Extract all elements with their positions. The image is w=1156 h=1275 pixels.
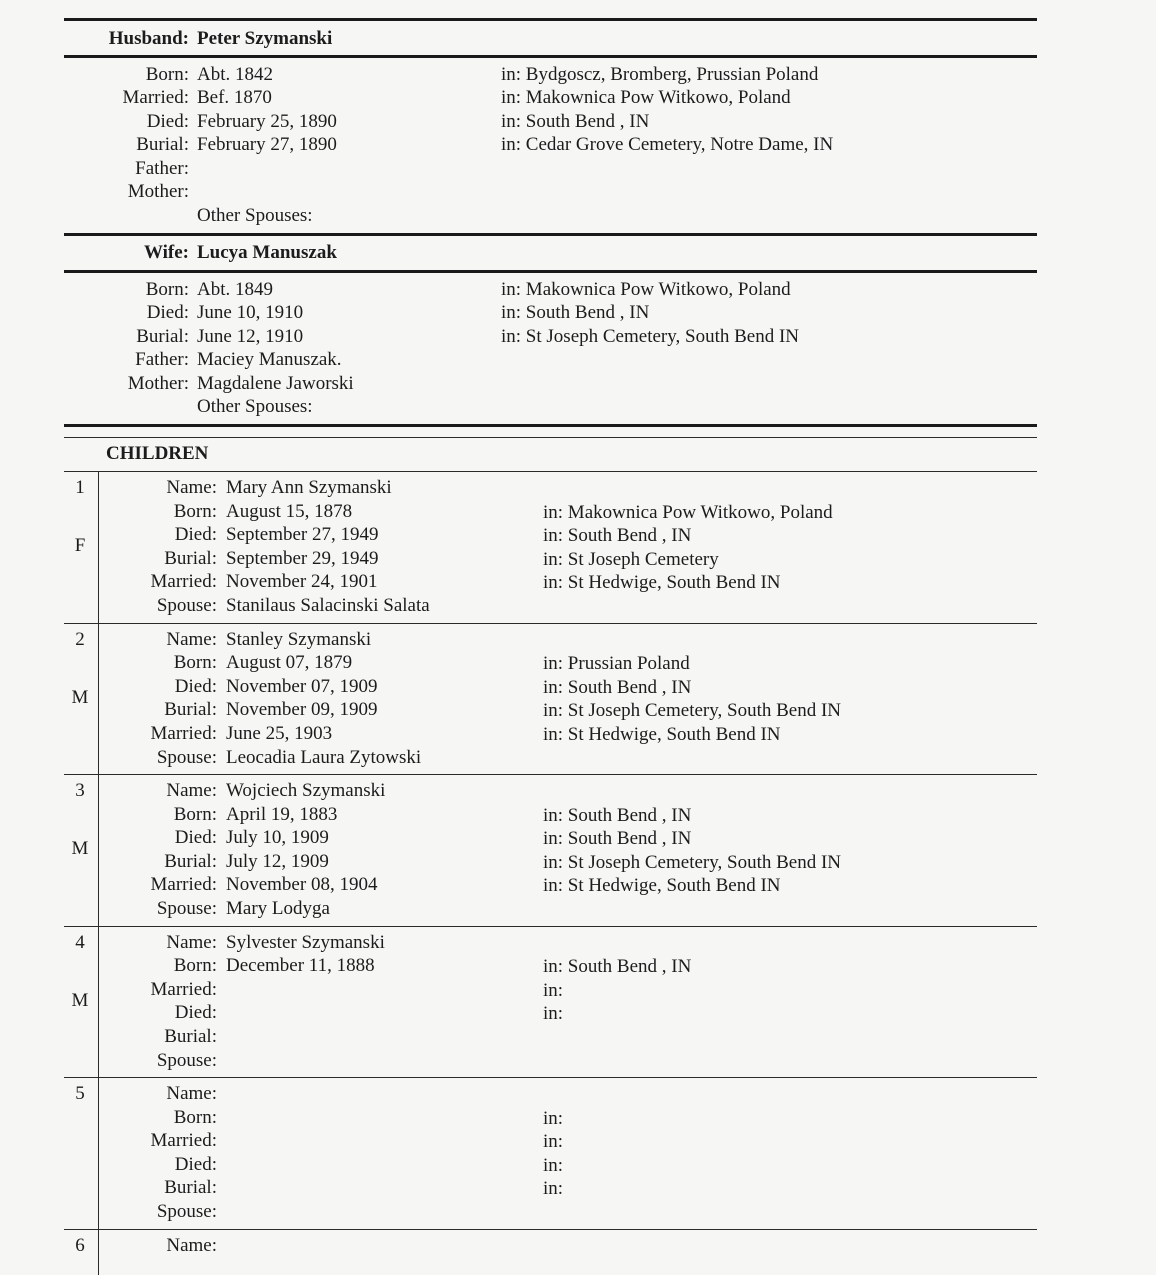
child-separator [64,774,1037,775]
child-separator [64,471,1037,472]
child-row-place: in: [543,1178,564,1200]
husband-row-place: in: Makownica Pow Witkowo, Poland [501,87,791,109]
child-row-label: Name: [166,477,217,498]
child-row-value: Mary Ann Szymanski [226,477,392,498]
child-row-label: Died: [174,1002,217,1024]
child-row-label: Died: [174,1153,217,1175]
wife-row-label: Mother: [127,372,189,394]
child-row-value: November 09, 1909 [226,699,378,721]
child-row-label: Born: [173,1106,217,1128]
wife-row-label: Died: [146,302,189,324]
husband-heading: Husband: [108,28,189,49]
husband-row-value: Bef. 1870 [197,87,272,109]
wife-row-value: Maciey Manuszak. [197,349,342,371]
child-row-place: in: Prussian Poland [543,653,690,675]
wife-row-value: June 10, 1910 [197,302,304,324]
husband-row-label: Married: [122,87,189,109]
top-rule [64,18,1037,21]
wife-row-label: Born: [145,279,189,300]
child-row-value: Sylvester Szymanski [226,931,385,953]
child-row-value: Stanley Szymanski [226,628,372,650]
wife-other-spouses: Other Spouses: [197,396,313,417]
child-column-divider [98,623,99,775]
child-row-place: in: [543,1003,564,1025]
child-row-value: August 07, 1879 [226,652,353,674]
child-row-value: Stanilaus Salacinski Salata [226,595,430,616]
child-row-place: in: South Bend , IN [543,676,692,698]
wife-heading: Wife: [143,242,189,263]
child-column-divider [98,774,99,926]
child-row-place: in: South Bend , IN [543,525,692,547]
child-separator [64,1229,1037,1230]
child-row-value: November 08, 1904 [226,874,378,896]
child-row-value: November 07, 1909 [226,675,378,697]
child-sex: M [71,686,89,708]
child-separator [64,1077,1037,1078]
child-row-place: in: [543,1131,564,1153]
child-number: 5 [75,1083,85,1104]
child-row-place: in: Makownica Pow Witkowo, Poland [543,501,833,523]
husband-row-place: in: Bydgoscz, Bromberg, Prussian Poland [501,64,819,85]
child-number: 1 [75,477,85,498]
child-row-label: Married: [150,978,217,1000]
child-row-value: November 24, 1901 [226,571,378,593]
child-row-value: September 27, 1949 [226,524,379,546]
wife-row-value: June 12, 1910 [197,325,304,347]
child-row-value: April 19, 1883 [226,803,338,825]
husband-row-label: Burial: [136,134,189,156]
child-row-label: Name: [166,931,217,953]
children-top-rule-2 [64,437,1037,438]
husband-other-spouses: Other Spouses: [197,205,313,226]
wife-name: Lucya Manuszak [197,242,337,263]
child-row-label: Name: [166,1234,217,1256]
child-row-label: Married: [150,1130,217,1152]
child-row-value: Leocadia Laura Zytowski [226,746,422,768]
husband-row-value: February 25, 1890 [197,110,337,132]
child-row-value: September 29, 1949 [226,547,379,569]
child-row-place: in: South Bend , IN [543,956,692,978]
child-row-place: in: St Joseph Cemetery [543,548,719,570]
child-column-divider [98,1229,99,1275]
child-row-place: in: St Hedwige, South Bend IN [543,875,781,897]
child-row-place: in: St Hedwige, South Bend IN [543,723,781,745]
child-row-label: Name: [166,628,217,650]
husband-row-label: Father: [135,157,189,179]
child-row-place: in: South Bend , IN [543,828,692,850]
wife-row-value: Abt. 1849 [197,279,273,300]
child-row-label: Spouse: [156,595,217,616]
child-separator [64,926,1037,927]
child-row-place: in: [543,1107,564,1129]
child-row-place: in: South Bend , IN [543,804,692,826]
child-row-label: Married: [150,722,217,744]
child-row-label: Spouse: [156,1049,217,1071]
children-top-rule [64,424,1037,427]
child-row-label: Burial: [164,547,217,569]
child-row-label: Burial: [164,699,217,721]
wife-row-place: in: South Bend , IN [501,302,650,324]
child-row-label: Burial: [164,1177,217,1199]
child-row-label: Burial: [164,1025,217,1047]
husband-row-label: Died: [146,110,189,132]
child-row-label: Spouse: [156,898,217,919]
husband-row-value: Abt. 1842 [197,64,273,85]
child-row-label: Married: [150,874,217,896]
wife-row-place: in: Makownica Pow Witkowo, Poland [501,279,791,300]
wife-row-label: Father: [135,349,189,371]
husband-name: Peter Szymanski [197,28,333,49]
child-row-label: Died: [174,675,217,697]
child-number: 4 [75,931,85,953]
child-row-label: Born: [173,803,217,825]
husband-row-label: Mother: [127,181,189,202]
child-row-label: Burial: [164,850,217,872]
child-row-place: in: St Hedwige, South Bend IN [543,572,781,594]
child-row-label: Spouse: [156,1201,217,1222]
child-row-place: in: [543,1154,564,1176]
wife-top-rule [64,233,1037,236]
child-column-divider [98,1077,99,1229]
child-separator [64,623,1037,624]
child-column-divider [98,926,99,1078]
child-sex: M [71,838,89,859]
wife-row-value: Magdalene Jaworski [197,372,354,394]
child-row-value: July 12, 1909 [226,850,329,872]
child-row-value: August 15, 1878 [226,500,353,522]
husband-row-label: Born: [145,64,189,85]
child-number: 6 [75,1234,85,1256]
child-sex: F [74,535,86,556]
husband-row-value: February 27, 1890 [197,134,337,156]
child-row-place: in: St Joseph Cemetery, South Bend IN [543,851,841,873]
child-row-label: Died: [174,827,217,849]
child-row-label: Married: [150,571,217,593]
wife-header-rule [64,270,1037,273]
child-row-label: Name: [166,1083,217,1104]
child-row-label: Spouse: [156,746,217,768]
husband-header-rule [64,55,1037,58]
wife-row-place: in: St Joseph Cemetery, South Bend IN [501,325,799,347]
child-row-label: Born: [173,652,217,674]
child-number: 3 [75,780,85,801]
child-column-divider [98,471,99,623]
wife-row-label: Burial: [136,325,189,347]
child-row-value: December 11, 1888 [226,955,375,977]
child-row-value: Wojciech Szymanski [226,780,386,801]
child-number: 2 [75,628,85,650]
husband-row-place: in: South Bend , IN [501,110,650,132]
child-row-value: Mary Lodyga [226,898,330,919]
child-row-label: Born: [173,500,217,522]
husband-row-place: in: Cedar Grove Cemetery, Notre Dame, IN [501,134,834,156]
child-row-place: in: [543,979,564,1001]
child-row-value: June 25, 1903 [226,722,333,744]
children-heading: CHILDREN [106,443,209,464]
child-row-label: Name: [166,780,217,801]
child-row-place: in: St Joseph Cemetery, South Bend IN [543,700,841,722]
child-row-label: Born: [173,955,217,977]
child-sex: M [71,989,89,1011]
child-row-value: July 10, 1909 [226,827,329,849]
child-row-label: Died: [174,524,217,546]
